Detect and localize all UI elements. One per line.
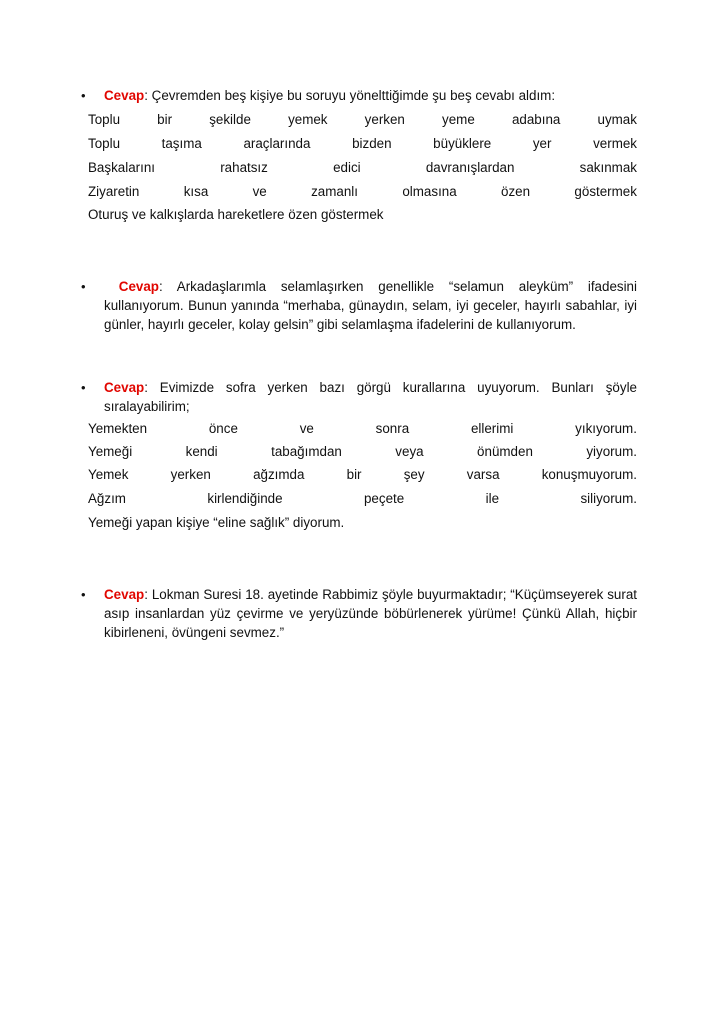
answer-text: : Arkadaşlarımla selamlaşırken genellikle “selamun aleyküm” ifadesini kullanıyorum. Bunun yanında “merhaba, günaydın, selam, iyi geceler, hayırlı sabahlar, iyi günler, hayırlı geceler, kolay gelsin” gibi selamlaşma ifadelerini de kullanıyorum. [104,279,637,332]
word: yeme [442,112,475,127]
list-line [88,420,637,438]
word: özen [501,184,531,199]
word: kirlendiğinde [207,491,283,506]
word: rahatsız [220,160,268,175]
bullet-dot: • [81,587,86,602]
word: Yemekten [88,421,148,436]
word: adabına [511,112,561,127]
word: kendi [185,444,218,459]
list-line [88,443,637,461]
word: önümden [477,444,533,459]
word: veya [395,444,424,459]
word: ağzımda [253,467,305,482]
word: ellerimi [470,421,514,436]
word: bizden [352,136,392,151]
word: büyüklere [433,136,492,151]
word: yıkıyorum. [575,421,637,436]
answer-paragraph-1 [104,86,637,105]
word: Ağzım [88,491,126,506]
word: vermek [593,136,637,151]
answer-label: Cevap [104,88,145,103]
bullet-dot: • [81,88,86,103]
answer-bullet-4 [81,585,637,642]
word: ve [252,184,267,199]
word: tabağımdan [271,444,342,459]
word: kısa [183,184,209,199]
word: önce [208,421,238,436]
word: Toplu [88,112,121,127]
word: taşıma [161,136,202,151]
word: bir [157,112,173,127]
word: zamanlı [311,184,358,199]
answer-bullet-2 [81,277,637,334]
word: yerken [170,467,211,482]
word: yiyorum. [586,444,637,459]
bullet-dot: • [81,279,86,294]
word: ve [299,421,314,436]
word: olmasına [402,184,457,199]
list-line-last: Yemeği yapan kişiye “eline sağlık” diyorum. [88,515,345,530]
word: edici [333,160,361,175]
answer-text: : Çevremden beş kişiye bu soruyu yönelttiğimde şu beş cevabı aldım: [144,88,556,103]
word: sakınmak [579,160,637,175]
word: şey [403,467,425,482]
word: davranışlardan [425,160,515,175]
word: yemek [288,112,328,127]
answer-text: : Evimizde sofra yerken bazı görgü kurallarına uyuyorum. Bunları şöyle sıralayabilirim; [104,380,637,414]
word: konuşmuyorum. [541,467,637,482]
word: Ziyaretin [88,184,140,199]
answer-label: Cevap [118,279,159,294]
bullet-dot: • [81,380,86,395]
word: yer [532,136,552,151]
word: uymak [597,112,637,127]
list-line [88,490,637,508]
answer-text: : Lokman Suresi 18. ayetinde Rabbimiz şöyle buyurmaktadır; “Küçümseyerek surat asıp insanlardan yüz çevirme ve yeryüzünde böbürlenerek yürüme! Çünkü Allah, hiçbir kibirleneni, övüngeni sevmez.” [104,587,637,640]
word: Yemek [88,467,129,482]
word: siliyorum. [580,491,637,506]
word: varsa [466,467,500,482]
list-line [88,135,637,153]
word: bir [346,467,362,482]
list-line [88,183,637,201]
word: peçete [363,491,405,506]
word: Yemeği [88,444,133,459]
answer-paragraph-2 [104,277,637,334]
answer-bullet-1 [81,86,637,105]
word: Toplu [88,136,121,151]
word: Başkalarını [88,160,155,175]
word: yerken [364,112,405,127]
answer-label: Cevap [104,380,145,395]
word: ile [485,491,500,506]
list-line [88,466,637,484]
list-line-last: Oturuş ve kalkışlarda hareketlere özen göstermek [88,207,384,222]
word: şekilde [209,112,251,127]
list-line [88,159,637,177]
answer-bullet-3 [81,378,637,416]
word: sonra [375,421,410,436]
answer-label: Cevap [104,587,145,602]
answer-paragraph-3 [104,378,637,416]
word: araçlarında [243,136,311,151]
word: göstermek [574,184,637,199]
answer-paragraph-4 [104,585,637,642]
list-line [88,111,637,129]
